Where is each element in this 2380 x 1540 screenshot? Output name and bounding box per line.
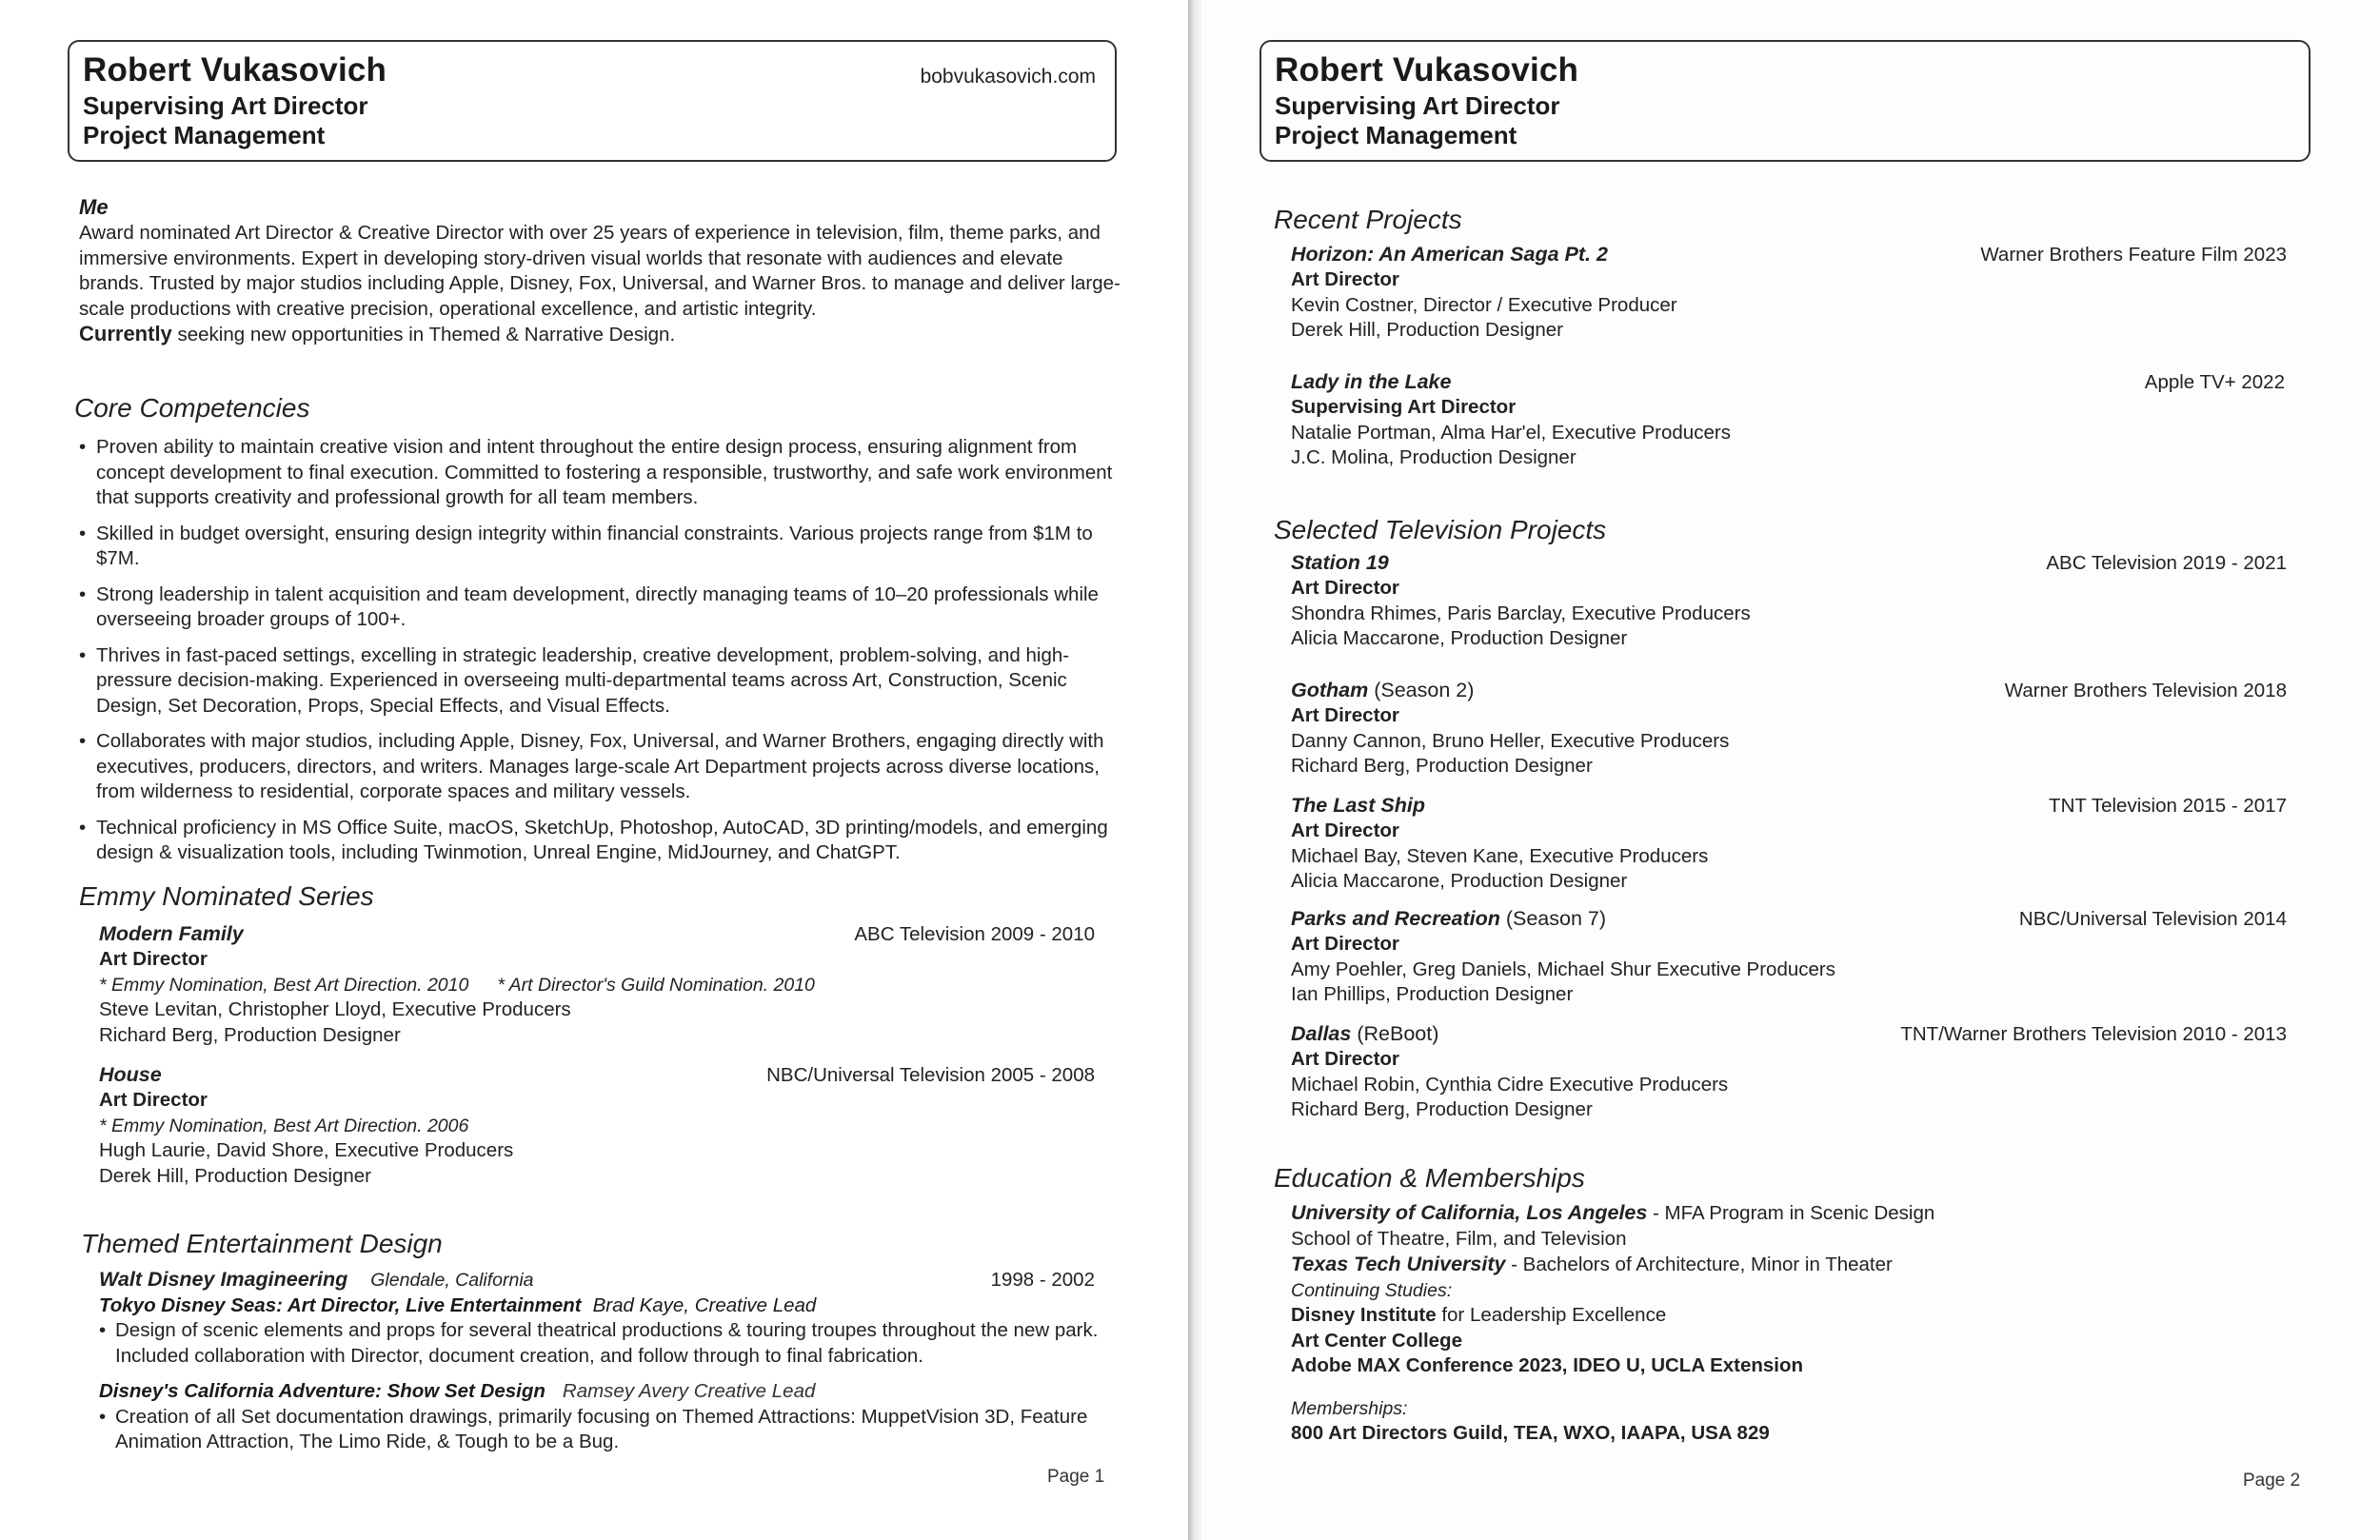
page-number: Page 1 bbox=[1047, 1467, 1105, 1487]
candidate-name: Robert Vukasovich bbox=[83, 51, 387, 89]
project-entry-gotham bbox=[1291, 678, 2287, 780]
list-item: • Skilled in budget oversight, ensuring design integrity within financial constraints. Various projects range from $1M to $7M. bbox=[79, 522, 1121, 572]
job-title: Supervising Art Director bbox=[83, 91, 368, 120]
project-title: House bbox=[99, 1063, 162, 1086]
section-title-television: Selected Television Projects bbox=[1274, 515, 1607, 544]
candidate-name: Robert Vukasovich bbox=[1275, 51, 1579, 89]
project-network: Warner Brothers Feature Film 2023 bbox=[1980, 244, 2287, 266]
project-designer: Alicia Maccarone, Production Designer bbox=[1291, 870, 1628, 892]
resume-page-2 bbox=[1201, 0, 2380, 1540]
project-designer: J.C. Molina, Production Designer bbox=[1291, 446, 1577, 468]
continuing-studies-label: Continuing Studies: bbox=[1291, 1279, 1453, 1301]
memberships-label: Memberships: bbox=[1291, 1397, 1408, 1419]
school-name: Texas Tech University bbox=[1291, 1253, 1506, 1275]
company-name: Walt Disney Imagineering bbox=[99, 1268, 348, 1291]
project-entry-station-19 bbox=[1291, 550, 2287, 652]
project-designer: Ian Phillips, Production Designer bbox=[1291, 983, 1574, 1005]
school-department: School of Theatre, Film, and Television bbox=[1291, 1227, 1627, 1250]
project-role: Art Director bbox=[1291, 268, 1399, 290]
project-title: Parks and Recreation bbox=[1291, 907, 1500, 930]
award-note: * Emmy Nomination, Best Art Direction. 2010 bbox=[99, 974, 469, 996]
project-season: (Season 7) bbox=[1499, 907, 1607, 930]
header-box bbox=[68, 40, 1117, 162]
project-designer: Derek Hill, Production Designer bbox=[1291, 319, 1563, 341]
project-title: Station 19 bbox=[1291, 551, 1389, 574]
project-designer: Derek Hill, Production Designer bbox=[99, 1164, 371, 1187]
themed-entry-wdi bbox=[99, 1267, 1099, 1455]
project-network: Apple TV+ 2022 bbox=[2144, 371, 2285, 393]
project-designer: Richard Berg, Production Designer bbox=[1291, 1098, 1593, 1120]
art-center: Art Center College bbox=[1291, 1329, 1462, 1352]
award-note: * Emmy Nomination, Best Art Direction. 2006 bbox=[99, 1115, 469, 1136]
list-item: • Technical proficiency in MS Office Suite, macOS, SketchUp, Photoshop, AutoCAD, 3D printing/models, and emerging design & visualization tools, including Twinmotion, Unreal Engine, MidJourney, and ChatGPT. bbox=[79, 816, 1121, 866]
project-title: Gotham bbox=[1291, 679, 1369, 701]
competencies-list bbox=[79, 435, 1121, 877]
project-producers: Danny Cannon, Bruno Heller, Executive Producers bbox=[1291, 729, 1730, 752]
school-degree: - MFA Program in Scenic Design bbox=[1647, 1202, 1935, 1224]
project-title: Horizon: An American Saga Pt. 2 bbox=[1291, 243, 1608, 266]
project-title: Dallas bbox=[1291, 1022, 1352, 1045]
themed-project-bullet: • Design of scenic elements and props for several theatrical productions & touring troupes throughout the new park. Included collaboration with Director, document creation, and follow through to final fabrication. bbox=[99, 1318, 1105, 1369]
project-network: ABC Television 2019 - 2021 bbox=[2046, 552, 2287, 574]
page-gutter bbox=[1188, 0, 1201, 1540]
section-title-emmy: Emmy Nominated Series bbox=[79, 881, 374, 911]
themed-project-lead: Ramsey Avery Creative Lead bbox=[562, 1380, 816, 1402]
themed-project-title: Disney's California Adventure: Show Set Design bbox=[99, 1380, 545, 1402]
school-name: University of California, Los Angeles bbox=[1291, 1201, 1648, 1224]
me-summary: Award nominated Art Director & Creative Director with over 25 years of experience in television, film, theme parks, and immersive environments. Expert in developing story-driven visual worlds that resonate with audiences and elevate brands. Trusted by major studios including Apple, Disney, Fox, Universal, and Warner Bros. to manage and deliver large-scale productions with creative precision, operational excellence, and artistic integrity. bbox=[79, 222, 1121, 320]
project-network: TNT/Warner Brothers Television 2010 - 2013 bbox=[1900, 1023, 2287, 1045]
currently-label: Currently bbox=[79, 322, 172, 346]
project-entry-lady-in-the-lake bbox=[1291, 369, 2285, 471]
project-entry-horizon bbox=[1291, 242, 2287, 344]
project-designer: Richard Berg, Production Designer bbox=[1291, 755, 1593, 777]
project-network: Warner Brothers Television 2018 bbox=[2004, 680, 2287, 701]
resume-page-1 bbox=[0, 0, 1188, 1540]
company-years: 1998 - 2002 bbox=[990, 1269, 1095, 1291]
school-degree: - Bachelors of Architecture, Minor in Theater bbox=[1505, 1254, 1893, 1275]
themed-project-bullet: • Creation of all Set documentation drawings, primarily focusing on Themed Attractions: MuppetVision 3D, Feature Animation Attraction, The Limo Ride, & Tough to be a Bug. bbox=[99, 1405, 1105, 1455]
project-role: Art Director bbox=[99, 948, 208, 970]
themed-project-title: Tokyo Disney Seas: Art Director, Live Entertainment bbox=[99, 1293, 582, 1316]
project-entry-last-ship bbox=[1291, 793, 2287, 895]
memberships-list: 800 Art Directors Guild, TEA, WXO, IAAPA, USA 829 bbox=[1291, 1422, 1770, 1444]
education-block bbox=[1291, 1200, 2291, 1447]
project-network: ABC Television 2009 - 2010 bbox=[854, 923, 1095, 945]
project-producers: Steve Levitan, Christopher Lloyd, Executive Producers bbox=[99, 998, 571, 1020]
project-role: Supervising Art Director bbox=[1291, 396, 1517, 418]
award-note: * Art Director's Guild Nomination. 2010 bbox=[497, 974, 815, 996]
project-network: TNT Television 2015 - 2017 bbox=[2049, 795, 2287, 817]
me-paragraph bbox=[79, 221, 1121, 348]
project-designer: Richard Berg, Production Designer bbox=[99, 1023, 401, 1046]
project-producers: Amy Poehler, Greg Daniels, Michael Shur Executive Producers bbox=[1291, 958, 1835, 980]
website-link[interactable]: bobvukasovich.com bbox=[920, 66, 1096, 88]
project-role: Art Director bbox=[1291, 1048, 1399, 1070]
header-box bbox=[1259, 40, 2311, 162]
job-subtitle: Project Management bbox=[83, 121, 326, 149]
company-location: Glendale, California bbox=[370, 1270, 534, 1291]
project-producers: Michael Bay, Steven Kane, Executive Producers bbox=[1291, 844, 1709, 867]
project-entry-dallas bbox=[1291, 1021, 2287, 1123]
project-entry-modern-family bbox=[99, 921, 1095, 1048]
project-title: The Last Ship bbox=[1291, 794, 1425, 817]
project-producers: Michael Robin, Cynthia Cidre Executive Producers bbox=[1291, 1073, 1729, 1096]
project-producers: Shondra Rhimes, Paris Barclay, Executive Producers bbox=[1291, 602, 1751, 624]
page-number: Page 2 bbox=[2243, 1471, 2301, 1491]
list-item: • Proven ability to maintain creative vision and intent throughout the entire design process, ensuring alignment from concept development to final execution. Committed to fostering a responsible, trustworthy, and safe work environment that supports creativity and professional growth for all team members. bbox=[79, 435, 1121, 511]
list-item: • Collaborates with major studios, including Apple, Disney, Fox, Universal, and Warner Brothers, engaging directly with executives, producers, directors, and writers. Manages large-scale Art Department projects across diverse locations, from wilderness to residential, corporate spaces and military vessels. bbox=[79, 729, 1121, 805]
project-role: Art Director bbox=[1291, 704, 1399, 726]
institute-name: Disney Institute bbox=[1291, 1304, 1437, 1326]
project-title: Lady in the Lake bbox=[1291, 370, 1452, 393]
section-title-themed: Themed Entertainment Design bbox=[81, 1229, 443, 1258]
project-network: NBC/Universal Television 2014 bbox=[2018, 908, 2287, 930]
project-season: (ReBoot) bbox=[1351, 1022, 1439, 1045]
project-network: NBC/Universal Television 2005 - 2008 bbox=[766, 1064, 1095, 1086]
section-title-recent: Recent Projects bbox=[1274, 205, 1462, 234]
project-producers: Kevin Costner, Director / Executive Producer bbox=[1291, 293, 1677, 316]
project-entry-parks-and-recreation bbox=[1291, 906, 2287, 1008]
project-entry-house bbox=[99, 1062, 1095, 1189]
project-season: (Season 2) bbox=[1368, 679, 1475, 701]
section-title-education: Education & Memberships bbox=[1274, 1163, 1585, 1193]
job-subtitle: Project Management bbox=[1275, 121, 1517, 149]
project-designer: Alicia Maccarone, Production Designer bbox=[1291, 627, 1628, 649]
project-producers: Natalie Portman, Alma Har'el, Executive Producers bbox=[1291, 421, 1731, 444]
list-item: • Strong leadership in talent acquisition and team development, directly managing teams of 10–20 professionals while overseeing broader groups of 100+. bbox=[79, 582, 1121, 633]
themed-project-lead: Brad Kaye, Creative Lead bbox=[592, 1293, 817, 1316]
institute-program: for Leadership Excellence bbox=[1436, 1304, 1667, 1326]
job-title: Supervising Art Director bbox=[1275, 91, 1560, 120]
me-heading: Me bbox=[79, 195, 109, 219]
project-title: Modern Family bbox=[99, 922, 244, 945]
project-role: Art Director bbox=[99, 1089, 208, 1111]
currently-text: seeking new opportunities in Themed & Narrative Design. bbox=[171, 324, 676, 346]
project-role: Art Director bbox=[1291, 577, 1399, 599]
section-title-competencies: Core Competencies bbox=[74, 393, 310, 423]
list-item: • Thrives in fast-paced settings, excelling in strategic leadership, creative development, problem-solving, and high-pressure decision-making. Experienced in overseeing multi-departmental teams across Art, Construction, Scenic Design, Set Decoration, Props, Special Effects, and Visual Effects. bbox=[79, 643, 1121, 720]
project-producers: Hugh Laurie, David Shore, Executive Producers bbox=[99, 1139, 514, 1161]
project-role: Art Director bbox=[1291, 933, 1399, 955]
project-role: Art Director bbox=[1291, 819, 1399, 841]
conferences: Adobe MAX Conference 2023, IDEO U, UCLA Extension bbox=[1291, 1354, 1804, 1376]
